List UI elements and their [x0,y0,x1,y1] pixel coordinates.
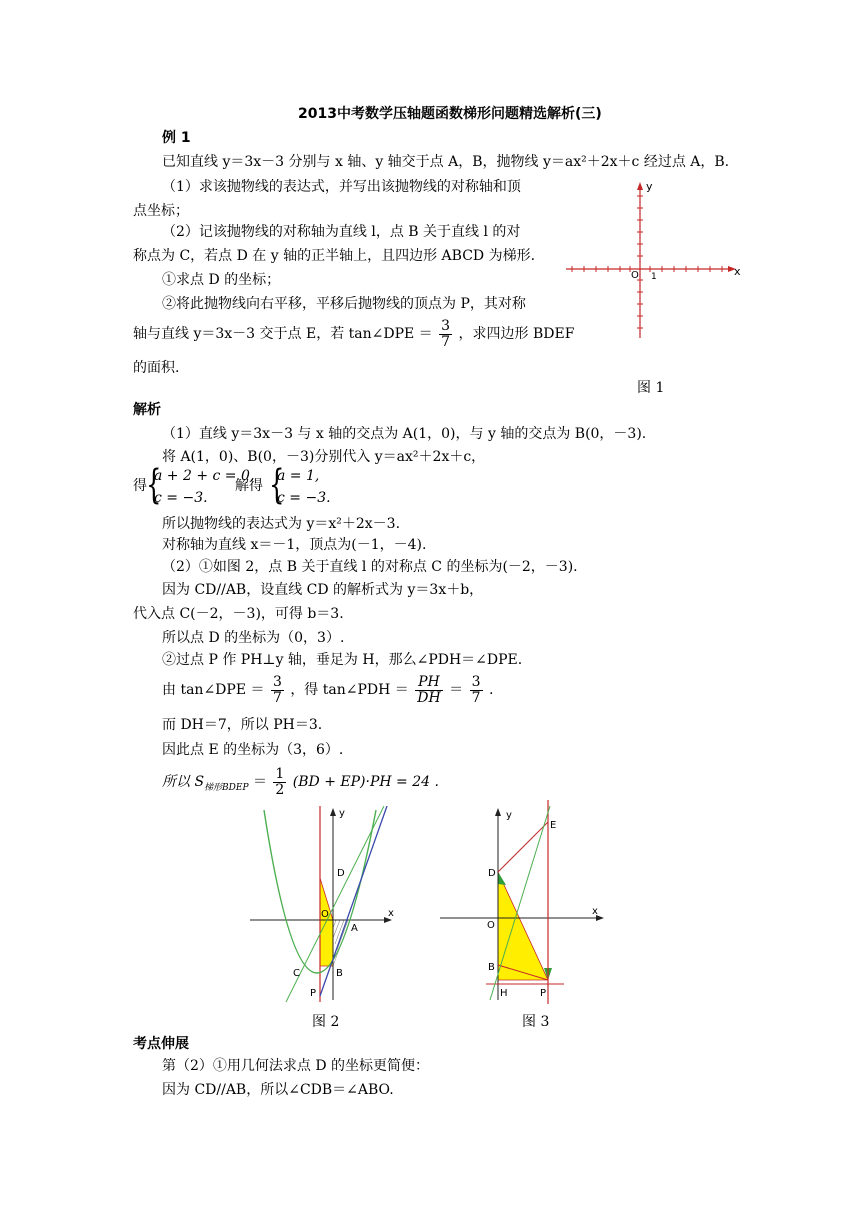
page-title: 2013中考数学压轴题函数梯形问题精选解析(三) [298,106,602,122]
problem-line-2: （1）求该抛物线的表达式，并写出该抛物线的对称轴和顶 [162,179,521,195]
problem-line-1: 已知直线 y＝3x－3 分别与 x 轴、y 轴交于点 A，B，抛物线 y＝ax²＋2x＋c 经过点 A，B. [162,154,730,170]
solution-line-13: 因此点 E 的坐标为（3，6）. [162,742,344,758]
fig2-point-a: A [351,923,358,934]
solution-line-2: 将 A(1，0)、B(0，－3)分别代入 y＝ax²＋2x＋c， [162,449,486,465]
solution-line-11-a: 由 tan∠DPE ＝ [162,682,265,698]
fraction-3-7-c: $\frac{3}{7}$ [471,673,481,706]
figure-1-caption: 图 1 [637,380,665,396]
solution-line-8: 代入点 C(－2，－3)，可得 b＝3. [133,606,344,622]
problem-line-9: 的面积. [133,360,180,376]
solution-line-1: （1）直线 y＝3x－3 与 x 轴的交点为 A(1，0)，与 y 轴的交点为 B(0，－3). [162,426,647,442]
fig3-origin: O [487,920,495,931]
extension-label: 考点伸展 [133,1036,189,1052]
fig3-point-b: B [488,962,495,973]
fig2-origin: O [321,909,329,920]
fig1-one-label: 1 [651,272,657,282]
left-brace-2: { [269,462,285,508]
figure-3-caption: 图 3 [522,1014,550,1030]
example-label: 例 1 [162,130,191,146]
solution-line-11-c: ＝ [449,682,464,698]
fig3-point-p: P [540,988,547,999]
solution-solve-label: 解得 [235,478,263,494]
fig2-point-d: D [337,868,345,879]
fig3-point-d: D [488,868,496,879]
solution-line-6: （2）①如图 2，点 B 关于直线 l 的对称点 C 的坐标为(－2，－3). [162,559,578,575]
fig3-y-label: y [506,810,512,821]
fig3-point-e: E [550,820,557,831]
fig1-x-label: x [734,265,741,278]
solution-line-7: 因为 CD//AB，设直线 CD 的解析式为 y＝3x＋b， [162,582,484,598]
fig2-line-cd-ext [286,806,384,1002]
solution-line-14-a: 所以 S [162,774,205,790]
problem-line-6: ①求点 D 的坐标； [162,272,281,288]
fig2-point-b: B [336,968,343,979]
figure-2-caption: 图 2 [312,1014,340,1030]
problem-line-8-b: ，求四边形 BDEF [458,326,575,342]
system-2-eq-1: a = 1, [277,468,320,484]
fraction-3-7: $\frac{3}{7}$ [441,317,451,350]
fig3-triangle-fill [498,872,548,980]
solution-line-4: 所以抛物线的表达式为 y＝x²＋2x－3. [162,516,401,532]
left-brace-1: { [146,462,162,508]
fig1-ticks [572,196,722,328]
fraction-3-7-b: $\frac{3}{7}$ [272,673,282,706]
solution-line-10: ②过点 P 作 PH⊥y 轴，垂足为 H，那么∠PDH＝∠DPE. [162,652,523,668]
problem-line-8 [133,312,574,356]
extension-line-2: 因为 CD//AB，所以∠CDB＝∠ABO. [162,1082,394,1098]
fig3-point-h: H [500,988,508,999]
fig1-origin-label: O [631,270,639,281]
solution-line-12: 而 DH＝7，所以 PH＝3. [162,717,323,733]
fig2-point-c: C [293,968,300,979]
trapezoid-subscript: 梯形BDEP [204,782,249,793]
solution-label: 解析 [133,402,161,418]
figure-1 [560,176,750,346]
solution-line-14-c: (BD + EP)·PH = 24 . [292,774,439,790]
solution-line-14 [162,762,439,808]
solution-line-9: 所以点 D 的坐标为（0，3）. [162,630,345,646]
problem-line-5: 称点为 C，若点 D 在 y 轴的正半轴上，且四边形 ABCD 为梯形. [133,248,536,264]
system-2-eq-2: c = −3. [277,490,331,506]
solution-de-label: 得 [133,478,147,494]
problem-line-8-a: 轴与直线 y＝3x－3 交于点 E，若 tan∠DPE ＝ [133,326,433,342]
fraction-ph-dh: $\frac{PH}{DH}$ [417,673,441,706]
figure-3 [440,800,610,1004]
figure-2 [250,806,400,1002]
problem-line-4: （2）记该抛物线的对称轴为直线 l，点 B 关于直线 l 的对 [162,224,521,240]
fig2-x-label: x [388,908,394,919]
solution-line-11 [162,670,493,710]
solution-line-5: 对称轴为直线 x＝－1，顶点为(－1，－4). [162,537,427,553]
solution-line-14-b: ＝ [252,774,267,790]
fig2-point-p: P [310,988,317,999]
problem-line-7: ②将此抛物线向右平移，平移后抛物线的顶点为 P，其对称 [162,296,526,312]
problem-line-3: 点坐标； [133,203,189,219]
fraction-1-2: $\frac{1}{2}$ [275,765,285,798]
fig2-y-label: y [339,808,345,819]
solution-line-11-b: ，得 tan∠PDH ＝ [290,682,409,698]
extension-line-1: 第（2）①用几何法求点 D 的坐标更简便： [162,1058,430,1074]
solution-line-11-d: . [488,682,494,698]
fig1-y-label: y [646,180,653,193]
fig3-de-line [498,822,548,872]
system-1-eq-2: c = −3. [154,490,208,506]
system-1-eq-1: a + 2 + c = 0, [154,468,255,484]
fig3-x-label: x [592,906,598,917]
fig2-line-ab [320,806,387,996]
